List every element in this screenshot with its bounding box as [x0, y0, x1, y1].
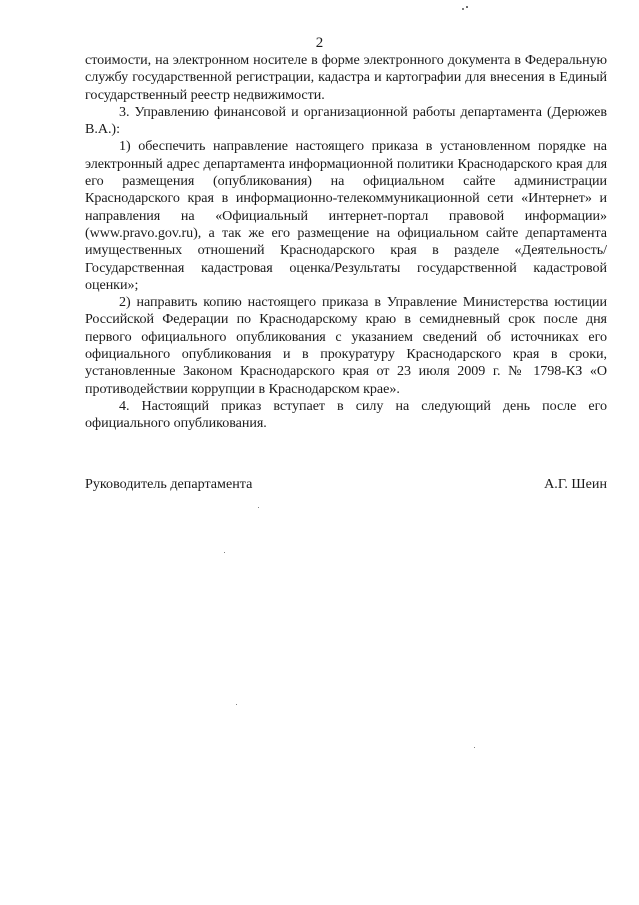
paragraph-subitem-2: 2) направить копию настоящего приказа в Управление Министерства юстиции Российской Федерации по Краснодарскому краю в семидневный срок после дня первого официального опубликования с указанием сведений об источниках его официального опубликования и в прокуратуру Краснодарского края в сроки, установленные Законом Краснодарского края от 23 июля 2009 г. № 1798-КЗ «О противодействии коррупции в Краснодарском крае».	[85, 294, 607, 397]
scan-speck	[474, 747, 475, 748]
paragraph-continuation: стоимости, на электронном носителе в форме электронного документа в Федеральную службу государственной регистрации, кадастра и картографии для внесения в Единый государственный реестр недвижимости.	[85, 52, 607, 103]
scan-speck	[466, 6, 468, 8]
page-number: 2	[315, 35, 324, 51]
signatory-position: Руководитель департамента	[85, 476, 253, 492]
scan-speck	[236, 704, 237, 705]
signatory-name: А.Г. Шеин	[544, 476, 607, 492]
scan-speck	[258, 507, 259, 508]
paragraph-item-3: 3. Управлению финансовой и организационной работы департамента (Дерюжев В.А.):	[85, 103, 607, 138]
scan-speck	[224, 552, 225, 553]
document-body	[85, 52, 607, 433]
scan-speck	[462, 8, 464, 10]
paragraph-subitem-1: 1) обеспечить направление настоящего приказа в установленном порядке на электронный адрес департамента информационной политики Краснодарского края для его размещения (опубликования) на официальном сайте администрации Краснодарского края в информационно-телекоммуникационной сети «Интернет» и направления на «Официальный интернет-портал правовой информации» (www.pravo.gov.ru), а так же его размещение на официальном сайте департамента имущественных отношений Краснодарского края в разделе «Деятельность/Государственная кадастровая оценка/Результаты государственной кадастровой оценки»;	[85, 138, 607, 293]
paragraph-item-4: 4. Настоящий приказ вступает в силу на следующий день после его официального опубликования.	[85, 397, 607, 432]
